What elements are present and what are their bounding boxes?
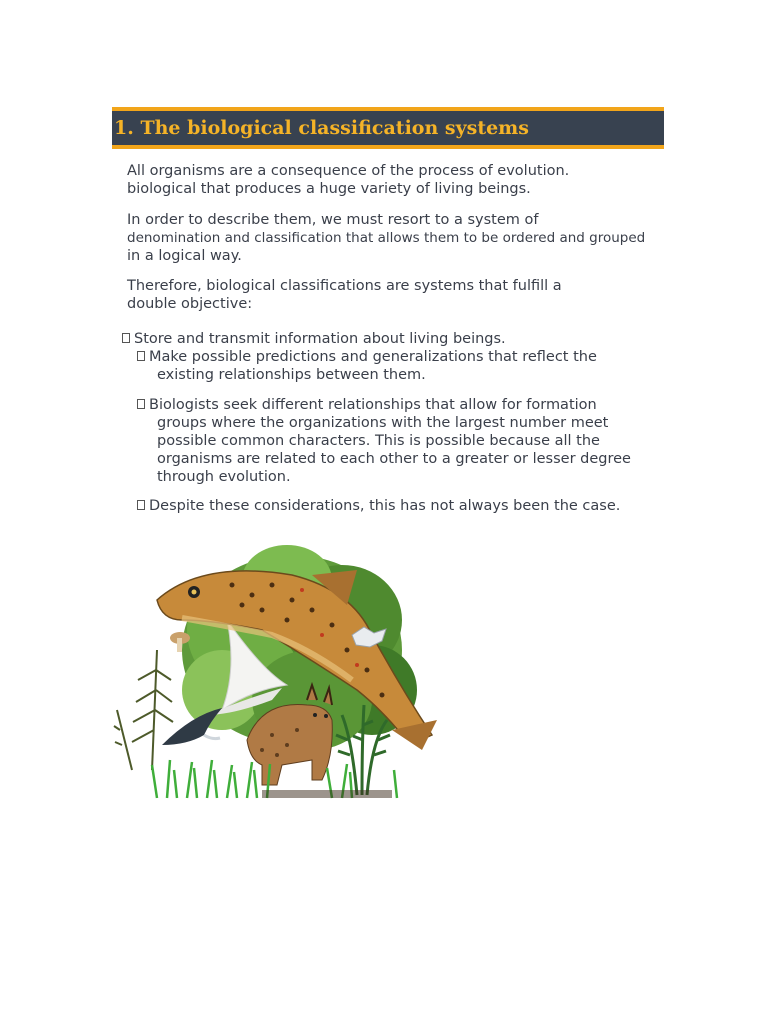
- bullet-text: groups where the organizations with the largest number meet: [157, 415, 609, 431]
- bullet-item-biologists: [137, 396, 631, 486]
- bullet-text: Biologists seek different relationships that allow for formation: [149, 397, 597, 413]
- paragraph-line: biological that produces a huge variety of living beings.: [127, 181, 531, 197]
- paragraph-line: In order to describe them, we must resort to a system of: [127, 212, 539, 228]
- bullet-text: through evolution.: [157, 469, 291, 485]
- biodiversity-illustration: [112, 540, 442, 800]
- ground: [262, 790, 392, 798]
- paragraph-description: [127, 211, 645, 265]
- horsetail-plant: [114, 650, 173, 770]
- bullet-text: existing relationships between them.: [157, 367, 426, 383]
- bullet-box-icon: [122, 333, 130, 343]
- paragraph-evolution: [127, 162, 569, 198]
- bullet-text: possible common characters. This is possible because all the: [157, 433, 600, 449]
- bullet-item-predictions: [137, 348, 597, 384]
- paragraph-line: in a logical way.: [127, 248, 242, 264]
- bullet-box-icon: [137, 500, 145, 510]
- bullet-text: Make possible predictions and generalizations that reflect the: [149, 349, 597, 365]
- paragraph-line: All organisms are a consequence of the process of evolution.: [127, 163, 570, 179]
- paragraph-line: Therefore, biological classifications are systems that fulfill a: [127, 278, 562, 294]
- bullet-text: Despite these considerations, this has not always been the case.: [149, 498, 621, 514]
- bullet-item-store: [122, 330, 506, 348]
- bullet-box-icon: [137, 399, 145, 409]
- section-title: 1. The biological classification systems: [114, 117, 529, 139]
- bullet-text: Store and transmit information about living beings.: [134, 331, 506, 347]
- paragraph-objective: [127, 277, 562, 313]
- section-header-bar: [112, 107, 664, 149]
- bullet-item-considerations: [137, 497, 620, 515]
- paragraph-line: denomination and classification that allows them to be ordered and grouped: [127, 230, 646, 246]
- bullet-text: organisms are related to each other to a greater or lesser degree: [157, 451, 631, 467]
- bullet-box-icon: [137, 351, 145, 361]
- paragraph-line: double objective:: [127, 296, 253, 312]
